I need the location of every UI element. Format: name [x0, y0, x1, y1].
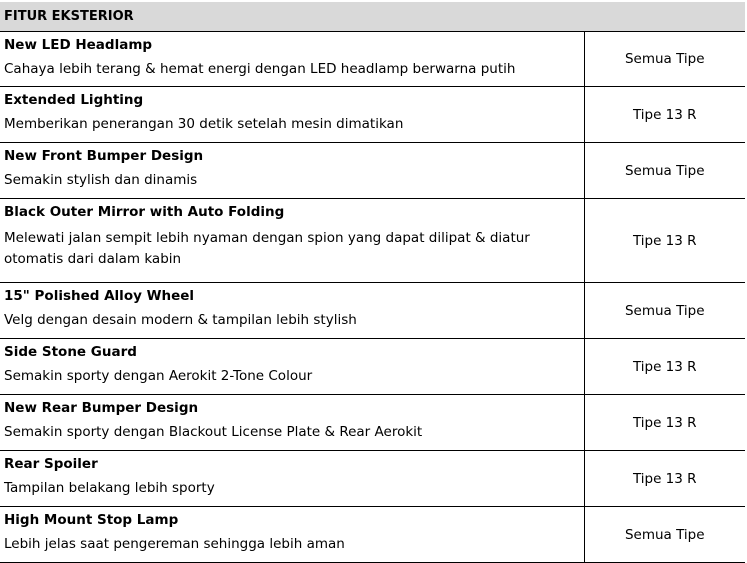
- feature-cell: [0, 507, 584, 563]
- table-row: [0, 339, 745, 395]
- feature-description: Melewati jalan sempit lebih nyaman dengan spion yang dapat dilipat & diatur otomatis dari dalam kabin: [4, 230, 530, 267]
- table-row: [0, 199, 745, 283]
- feature-description: Cahaya lebih terang & hemat energi dengan LED headlamp berwarna putih: [4, 61, 516, 77]
- feature-title: Extended Lighting: [4, 92, 144, 108]
- feature-cell: [0, 87, 584, 143]
- feature-description: Semakin stylish dan dinamis: [4, 172, 198, 188]
- type-cell: Semua Tipe: [584, 32, 745, 87]
- type-cell: Semua Tipe: [584, 143, 745, 199]
- feature-description: Tampilan belakang lebih sporty: [4, 480, 215, 496]
- feature-description: Memberikan penerangan 30 detik setelah mesin dimatikan: [4, 116, 404, 132]
- feature-description: Velg dengan desain modern & tampilan lebih stylish: [4, 312, 357, 328]
- feature-cell: [0, 199, 584, 283]
- type-cell: Tipe 13 R: [584, 87, 745, 143]
- feature-title: New LED Headlamp: [4, 37, 153, 53]
- feature-title: Black Outer Mirror with Auto Folding: [4, 204, 285, 220]
- table-row: [0, 32, 745, 87]
- type-cell: Tipe 13 R: [584, 395, 745, 451]
- type-cell: Semua Tipe: [584, 283, 745, 339]
- type-cell: Tipe 13 R: [584, 339, 745, 395]
- type-cell: Tipe 13 R: [584, 451, 745, 507]
- type-cell: Tipe 13 R: [584, 199, 745, 283]
- feature-cell: [0, 451, 584, 507]
- header-row: [0, 2, 745, 32]
- feature-title: 15" Polished Alloy Wheel: [4, 288, 195, 304]
- feature-title: New Front Bumper Design: [4, 148, 204, 164]
- table-row: [0, 507, 745, 563]
- feature-description: Lebih jelas saat pengereman sehingga lebih aman: [4, 536, 345, 552]
- type-cell: Semua Tipe: [584, 507, 745, 563]
- feature-cell: [0, 339, 584, 395]
- exterior-features-table: [0, 2, 745, 563]
- feature-description: Semakin sporty dengan Blackout License Plate & Rear Aerokit: [4, 424, 423, 440]
- table-row: [0, 87, 745, 143]
- feature-cell: [0, 32, 584, 87]
- feature-cell: [0, 283, 584, 339]
- feature-description: Semakin sporty dengan Aerokit 2-Tone Colour: [4, 368, 313, 384]
- feature-cell: [0, 395, 584, 451]
- feature-title: New Rear Bumper Design: [4, 400, 199, 416]
- feature-title: Side Stone Guard: [4, 344, 137, 360]
- feature-title: High Mount Stop Lamp: [4, 512, 179, 528]
- feature-cell: [0, 143, 584, 199]
- table-row: [0, 283, 745, 339]
- section-title: FITUR EKSTERIOR: [0, 2, 745, 32]
- table-row: [0, 451, 745, 507]
- feature-title: Rear Spoiler: [4, 456, 98, 472]
- table-row: [0, 143, 745, 199]
- table-row: [0, 395, 745, 451]
